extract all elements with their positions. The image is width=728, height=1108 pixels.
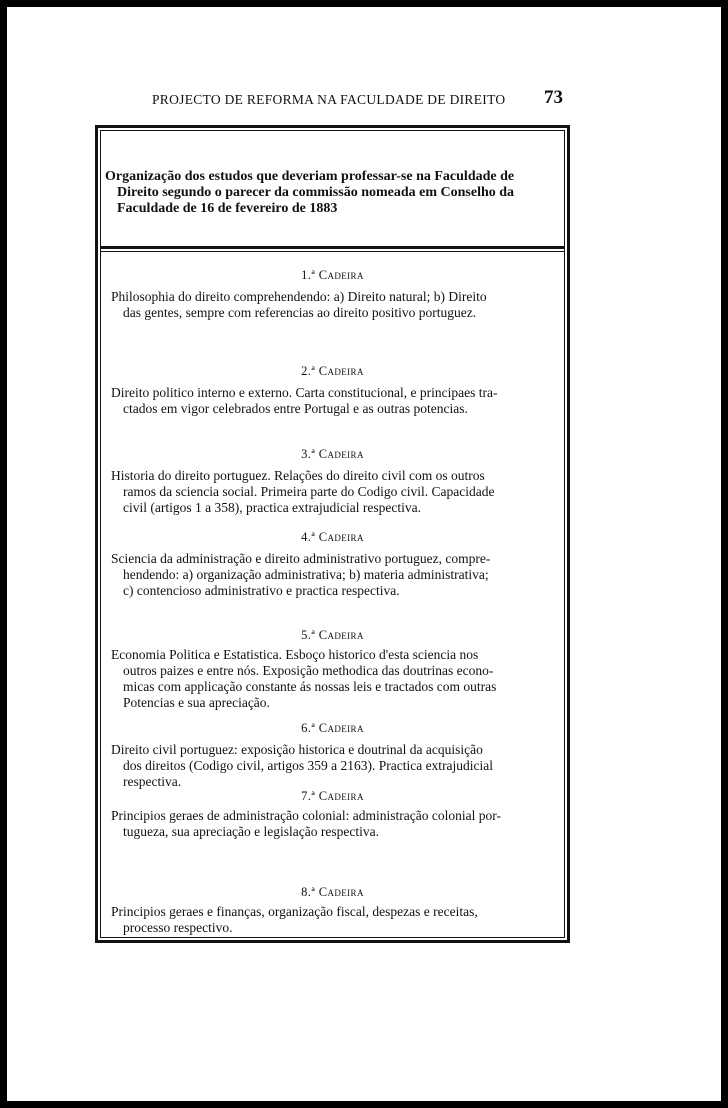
thin-divider <box>101 251 564 252</box>
heading-line: Direito segundo o parecer da commissão nomeada em Conselho da <box>117 185 515 200</box>
heading-line: Faculdade de 16 de fevereiro de 1883 <box>117 201 338 216</box>
text-line: hendendo: a) organização administrativa; b) materia administrativa; <box>123 567 489 582</box>
cadeira-8-text <box>111 904 569 936</box>
text-line: Economia Politica e Estatistica. Esboço historico d'esta sciencia nos <box>111 647 479 662</box>
text-line: ctados em vigor celebrados entre Portugal e as outras potencias. <box>123 401 468 416</box>
cadeira-8-title: 8.ª Cadeira <box>301 885 364 899</box>
table-heading <box>105 169 565 217</box>
text-line: das gentes, sempre com referencias ao direito positivo portuguez. <box>123 305 477 320</box>
cadeira-7-text <box>111 808 569 840</box>
text-line: ramos da sciencia social. Primeira parte do Codigo civil. Capacidade <box>123 484 495 499</box>
cadeira-2-text <box>111 385 569 417</box>
cadeira-3-text <box>111 468 569 516</box>
cadeira-5-title: 5.ª Cadeira <box>301 628 364 642</box>
book-page <box>7 7 721 1101</box>
cadeira-3-title: 3.ª Cadeira <box>301 447 364 461</box>
text-line: civil (artigos 1 a 358), practica extrajudicial respectiva. <box>123 500 421 515</box>
text-line: processo respectivo. <box>123 920 233 935</box>
thick-divider <box>101 246 564 249</box>
cadeira-5-text <box>111 647 569 711</box>
cadeira-4-title: 4.ª Cadeira <box>301 530 364 544</box>
cadeira-2-title: 2.ª Cadeira <box>301 364 364 378</box>
cadeira-1-text <box>111 289 569 321</box>
text-line: Direito politico interno e externo. Carta constitucional, e principaes tra- <box>111 385 498 400</box>
table-frame <box>95 125 570 943</box>
text-line: Sciencia da administração e direito administrativo portuguez, compre- <box>111 551 491 566</box>
cadeira-1-title: 1.ª Cadeira <box>301 268 364 282</box>
text-line: Potencias e sua apreciação. <box>123 695 270 710</box>
text-line: tugueza, sua apreciação e legislação respectiva. <box>123 824 379 839</box>
page-number: 73 <box>544 87 563 108</box>
text-line: Direito civil portuguez: exposição historica e doutrinal da acquisição <box>111 742 483 757</box>
text-line: Historia do direito portuguez. Relações do direito civil com os outros <box>111 468 485 483</box>
text-line: Principios geraes e finanças, organização fiscal, despezas e receitas, <box>111 904 478 919</box>
text-line: Principios geraes de administração colonial: administração colonial por- <box>111 808 501 823</box>
cadeira-7-title: 7.ª Cadeira <box>301 789 364 803</box>
text-line: micas com applicação constante ás nossas leis e tractados com outras <box>123 679 497 694</box>
text-line: Philosophia do direito comprehendendo: a) Direito natural; b) Direito <box>111 289 487 304</box>
text-line: dos direitos (Codigo civil, artigos 359 a 2163). Practica extrajudicial <box>123 758 494 773</box>
cadeira-6-text <box>111 742 569 790</box>
text-line: respectiva. <box>123 774 182 789</box>
cadeira-4-text <box>111 551 569 599</box>
running-head: PROJECTO DE REFORMA NA FACULDADE DE DIREITO <box>152 92 506 107</box>
table-inner-frame <box>100 130 565 938</box>
text-line: outros paizes e entre nós. Exposição methodica das doutrinas econo- <box>123 663 494 678</box>
text-line: c) contencioso administrativo e practica respectiva. <box>123 583 400 598</box>
cadeira-6-title: 6.ª Cadeira <box>301 721 364 735</box>
heading-line: Organização dos estudos que deveriam professar-se na Faculdade de <box>105 169 515 184</box>
